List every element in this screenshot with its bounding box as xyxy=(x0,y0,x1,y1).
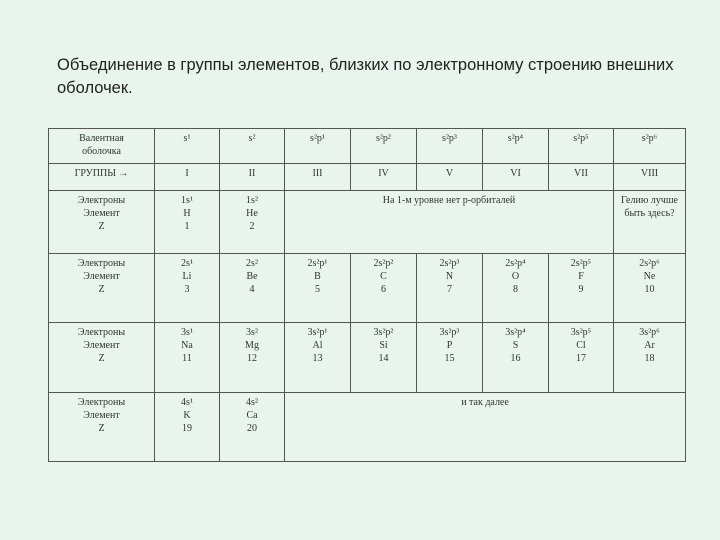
electron-config: 2s²p⁴ xyxy=(505,257,526,269)
group-number: VIII xyxy=(614,163,686,190)
atomic-number: 2 xyxy=(249,220,255,232)
electron-config: 4s¹ xyxy=(181,396,193,408)
atomic-number: 17 xyxy=(576,353,586,365)
row-label-cell xyxy=(49,190,155,253)
atomic-number: 12 xyxy=(247,353,257,365)
atomic-number: 9 xyxy=(578,283,584,295)
row-label-cell xyxy=(49,392,155,461)
element-cell xyxy=(417,323,483,392)
electron-config: 2s¹ xyxy=(181,257,193,269)
element-symbol: Al xyxy=(312,340,323,352)
atomic-number: 15 xyxy=(444,353,455,365)
element-cell xyxy=(220,323,285,392)
atomic-number: 13 xyxy=(312,353,323,365)
header-label-line: Валентная xyxy=(79,133,124,144)
element-symbol: P xyxy=(446,340,453,352)
atomic-number: 10 xyxy=(644,283,655,295)
element-symbol: N xyxy=(445,270,454,282)
electron-config: 3s²p⁴ xyxy=(505,327,526,339)
atomic-number: 14 xyxy=(378,353,389,365)
row-label-line: Элемент xyxy=(83,207,120,219)
row-label-line: Электроны xyxy=(77,327,126,339)
element-cell xyxy=(155,253,220,322)
electron-config: 2s²p¹ xyxy=(307,257,328,269)
electron-config: 1s² xyxy=(246,194,258,206)
electron-config: 2s²p³ xyxy=(439,257,460,269)
period-2-row xyxy=(49,253,686,322)
electron-config: 3s¹ xyxy=(181,327,193,339)
atomic-number: 1 xyxy=(184,220,190,232)
element-symbol: Si xyxy=(379,340,388,352)
atomic-number: 11 xyxy=(182,353,192,365)
row-label-line: Z xyxy=(98,422,105,434)
atomic-number: 16 xyxy=(510,353,521,365)
group-number: I xyxy=(155,163,220,190)
electron-config: 2s² xyxy=(246,257,258,269)
row-label-line: Элемент xyxy=(83,409,120,421)
electron-config: 2s²p⁶ xyxy=(639,257,660,269)
element-symbol: K xyxy=(183,409,191,421)
row-label-cell xyxy=(49,253,155,322)
element-symbol: He xyxy=(246,207,258,219)
element-cell-k xyxy=(155,392,220,461)
electron-config: 4s² xyxy=(246,396,258,408)
element-symbol: C xyxy=(380,270,387,282)
element-cell xyxy=(614,253,686,322)
element-cell xyxy=(483,323,549,392)
electron-config: 3s²p⁶ xyxy=(639,327,660,339)
row-label-line: Электроны xyxy=(77,194,126,206)
element-symbol: H xyxy=(183,207,191,219)
period-3-row xyxy=(49,323,686,392)
atomic-number: 5 xyxy=(315,283,320,295)
header-label-cell xyxy=(49,129,155,164)
shell-header: s²p² xyxy=(351,129,417,164)
atomic-number: 8 xyxy=(513,283,518,295)
group-number: VII xyxy=(549,163,614,190)
atomic-number: 4 xyxy=(249,283,255,295)
shell-header: s²p⁵ xyxy=(549,129,614,164)
group-number: V xyxy=(417,163,483,190)
row-label-line: Электроны xyxy=(77,257,126,269)
period-4-row xyxy=(49,392,686,461)
element-symbol: Be xyxy=(246,270,258,282)
element-symbol: Ar xyxy=(644,340,655,352)
element-cell xyxy=(155,323,220,392)
shell-header: s¹ xyxy=(155,129,220,164)
atomic-number: 18 xyxy=(644,353,655,365)
header-row xyxy=(49,129,686,164)
shell-header: s²p³ xyxy=(417,129,483,164)
element-symbol: Li xyxy=(182,270,192,282)
element-symbol: S xyxy=(512,340,519,352)
element-cell xyxy=(285,253,351,322)
group-number: IV xyxy=(351,163,417,190)
period-1-row xyxy=(49,190,686,253)
shell-header: s² xyxy=(220,129,285,164)
header-label-line: оболочка xyxy=(82,146,121,157)
group-number: III xyxy=(285,163,351,190)
shell-header: s²p¹ xyxy=(285,129,351,164)
group-number: VI xyxy=(483,163,549,190)
element-cell xyxy=(549,323,614,392)
element-cell xyxy=(483,253,549,322)
element-cell-ca xyxy=(220,392,285,461)
question-line: быть здесь? xyxy=(624,207,675,219)
no-p-orbitals-note: На 1-м уровне нет р-орбиталей xyxy=(285,190,614,253)
electron-shell-table xyxy=(48,128,686,462)
row-label-cell xyxy=(49,323,155,392)
shell-header: s²p⁶ xyxy=(614,129,686,164)
helium-question-cell xyxy=(614,190,686,253)
atomic-number: 6 xyxy=(381,283,386,295)
electron-config: 3s²p⁵ xyxy=(570,327,592,339)
electron-config: 3s²p³ xyxy=(439,327,460,339)
row-label-line: Z xyxy=(98,353,105,365)
element-cell xyxy=(417,253,483,322)
electron-config: 3s²p¹ xyxy=(307,327,328,339)
element-cell xyxy=(285,323,351,392)
element-symbol: Ne xyxy=(643,270,656,282)
electron-config: 3s²p² xyxy=(373,327,394,339)
atomic-number: 20 xyxy=(247,422,257,434)
element-symbol: Cl xyxy=(576,340,586,352)
row-label-line: Элемент xyxy=(83,270,120,282)
element-symbol: Mg xyxy=(245,340,259,352)
element-cell-he xyxy=(220,190,285,253)
electron-config: 3s² xyxy=(246,327,258,339)
element-cell xyxy=(351,323,417,392)
groups-row xyxy=(49,163,686,190)
element-cell-h xyxy=(155,190,220,253)
shell-header: s²p⁴ xyxy=(483,129,549,164)
electron-config: 1s¹ xyxy=(181,194,193,206)
electron-config: 2s²p² xyxy=(373,257,394,269)
element-cell xyxy=(549,253,614,322)
element-cell xyxy=(351,253,417,322)
atomic-number: 3 xyxy=(184,283,190,295)
and-so-on-note: и так далее xyxy=(285,392,686,461)
row-label-line: Элемент xyxy=(83,340,120,352)
electron-config: 2s²p⁵ xyxy=(570,257,592,269)
row-label-line: Z xyxy=(98,220,105,232)
atomic-number: 19 xyxy=(182,422,192,434)
question-line: Гелию лучше xyxy=(621,194,678,206)
groups-label: ГРУППЫ → xyxy=(49,163,155,190)
element-symbol: Ca xyxy=(246,409,258,421)
element-symbol: Na xyxy=(181,340,193,352)
element-cell xyxy=(220,253,285,322)
group-number: II xyxy=(220,163,285,190)
element-symbol: F xyxy=(578,270,584,282)
row-label-line: Z xyxy=(98,283,105,295)
atomic-number: 7 xyxy=(447,283,452,295)
page-title: Объединение в группы элементов, близких по электронному строению внешних оболочек. xyxy=(57,56,674,97)
element-symbol: B xyxy=(314,270,321,282)
element-symbol: O xyxy=(511,270,520,282)
element-cell xyxy=(614,323,686,392)
row-label-line: Электроны xyxy=(77,396,126,408)
